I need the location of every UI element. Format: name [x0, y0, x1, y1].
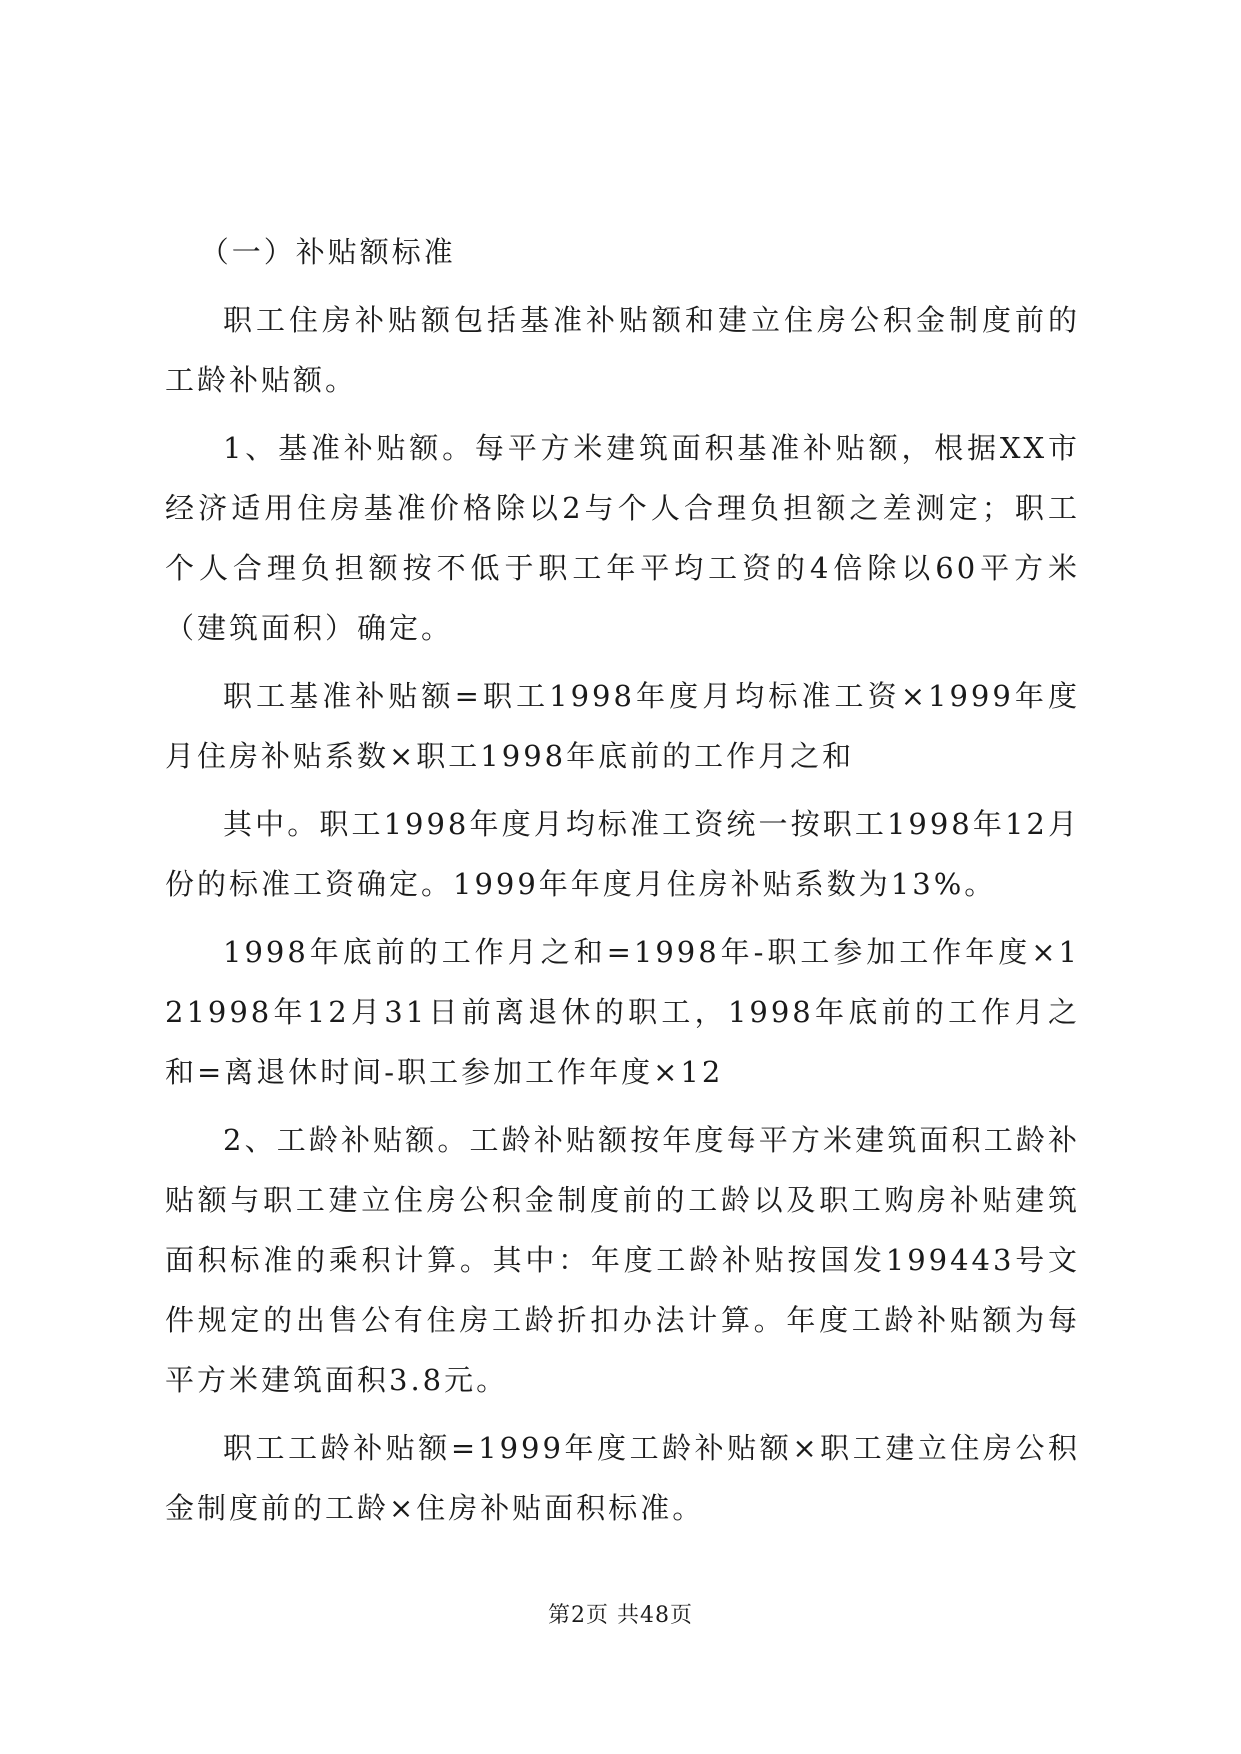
paragraph-work-months: 1998年底前的工作月之和=1998年-职工参加工作年度×121998年12月31日前离退休的职工，1998年底前的工作月之和=离退休时间-职工参加工作年度×12	[165, 935, 1080, 1089]
paragraph-base-note: 其中。职工1998年度月均标准工资统一按职工1998年12月份的标准工资确定。1999年年度月住房补贴系数为13%。	[165, 807, 1080, 901]
document-body	[165, 222, 1080, 1538]
page-number: 第2页 共48页	[548, 1603, 693, 1628]
paragraph-seniority-subsidy: 2、工龄补贴额。工龄补贴额按年度每平方米建筑面积工龄补贴额与职工建立住房公积金制度前的工龄以及职工购房补贴建筑面积标准的乘积计算。其中：年度工龄补贴按国发199443号文件规定的出售公有住房工龄折扣办法计算。年度工龄补贴额为每平方米建筑面积3.8元。	[165, 1123, 1080, 1397]
paragraph-intro: 职工住房补贴额包括基准补贴额和建立住房公积金制度前的工龄补贴额。	[165, 303, 1080, 397]
section-heading: （一）补贴额标准	[199, 235, 456, 269]
paragraph-base-subsidy: 1、基准补贴额。每平方米建筑面积基准补贴额，根据XX市经济适用住房基准价格除以2与个人合理负担额之差测定；职工个人合理负担额按不低于职工年平均工资的4倍除以60平方米（建筑面积）确定。	[165, 431, 1080, 645]
paragraph-base-formula: 职工基准补贴额=职工1998年度月均标准工资×1999年度月住房补贴系数×职工1998年底前的工作月之和	[165, 679, 1080, 773]
paragraph-seniority-formula: 职工工龄补贴额=1999年度工龄补贴额×职工建立住房公积金制度前的工龄×住房补贴面积标准。	[165, 1431, 1080, 1525]
